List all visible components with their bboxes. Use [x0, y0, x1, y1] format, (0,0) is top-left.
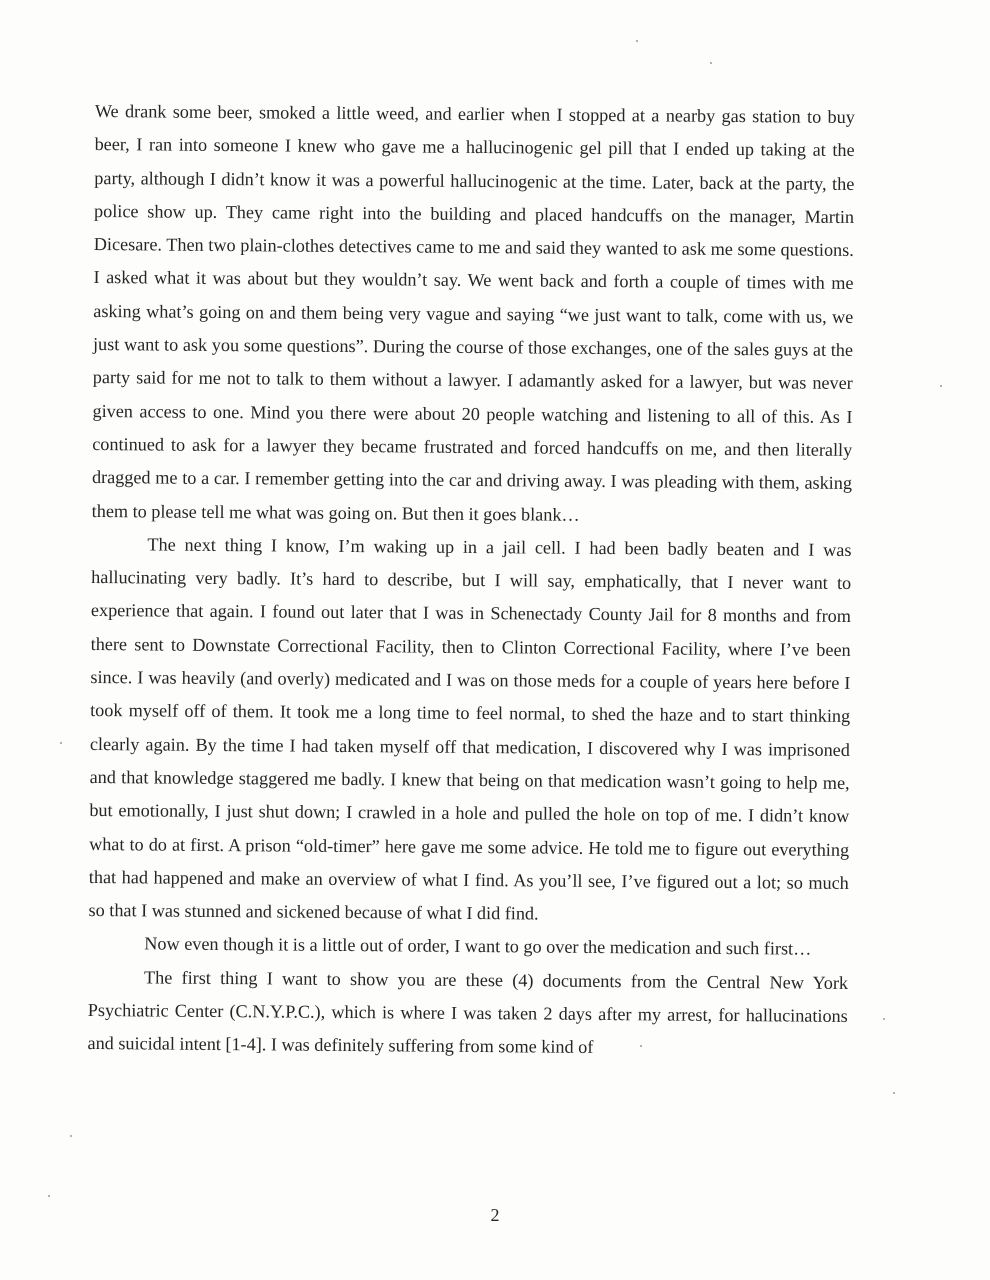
scan-speck	[883, 1018, 885, 1020]
paragraph-4: The first thing I want to show you are these (4) documents from the Central New York Psychiatric Center (C.N.Y.P.C.), which is where I was taken 2 days after my arrest, for hallucinations and suicidal intent [1-4]. I was definitely suffering from some kind of	[87, 967, 849, 1058]
scan-speck	[636, 40, 638, 42]
scan-speck	[48, 1195, 50, 1197]
scan-speck	[640, 1045, 642, 1047]
scan-speck	[710, 62, 712, 64]
scan-speck	[893, 1092, 895, 1094]
paragraph-2: The next thing I know, I’m waking up in a jail cell. I had been badly beaten and I was hallucinating very badly. It’s hard to describe, but I will say, emphatically, that I never want to experience that again. I found out later that I was in Schenectady County Jail for 8 months and from there sent to Downstate Correctional Facility, then to Clinton Correctional Facility, where I’ve been since. I was heavily (and overly) medicated and I was on those meds for a couple of years here before I took myself off of them. It took me a long time to feel normal, to shed the haze and to start thinking clearly again. By the time I had taken myself off that medication, I discovered why I was imprisoned and that knowledge staggered me badly. I knew that being on that medication wasn’t going to help me, but emotionally, I just shut down; I crawled in a hole and pulled the hole on top of me. I didn’t know what to do at first. A prison “old-timer” here gave me some advice. He told me to figure out everything that had happened and make an overview of what I find. As you’ll see, I’ve figured out a lot; so much so that I was stunned and sickened because of what I did find.	[88, 534, 852, 924]
paragraph-1: We drank some beer, smoked a little weed, and earlier when I stopped at a nearby gas station to buy beer, I ran into someone I knew who gave me a hallucinogenic gel pill that I ended up taking at the party, although I didn’t know it was a powerful hallucinogenic at the time. Later, back at the party, the police show up. They came right into the building and placed handcuffs on the manager, Martin Dicesare. Then two plain-clothes detectives came to me and said they wanted to ask me some questions. I asked what it was about but they wouldn’t say. We went back and forth a couple of times with me asking what’s going on and them being very vague and saying “we just want to talk, come with us, we just want to ask you some questions”. During the course of those exchanges, one of the sales guys at the party said for me not to talk to them without a lawyer. I adamantly asked for a lawyer, but was never given access to one. Mind you there were about 20 people watching and listening to all of this. As I continued to ask for a lawyer they became frustrated and forced handcuffs on me, and then literally dragged me to a car. I remember getting into the car and driving away. I was pleading with them, asking them to please tell me what was going on. But then it goes blank…	[91, 100, 855, 525]
scan-speck	[70, 1135, 72, 1137]
document-body	[87, 95, 855, 1067]
scan-speck	[60, 742, 62, 744]
scan-speck	[940, 385, 942, 387]
paragraph-3: Now even though it is a little out of order, I want to go over the medication and such first…	[144, 933, 812, 960]
page-number: 2	[490, 1205, 500, 1225]
